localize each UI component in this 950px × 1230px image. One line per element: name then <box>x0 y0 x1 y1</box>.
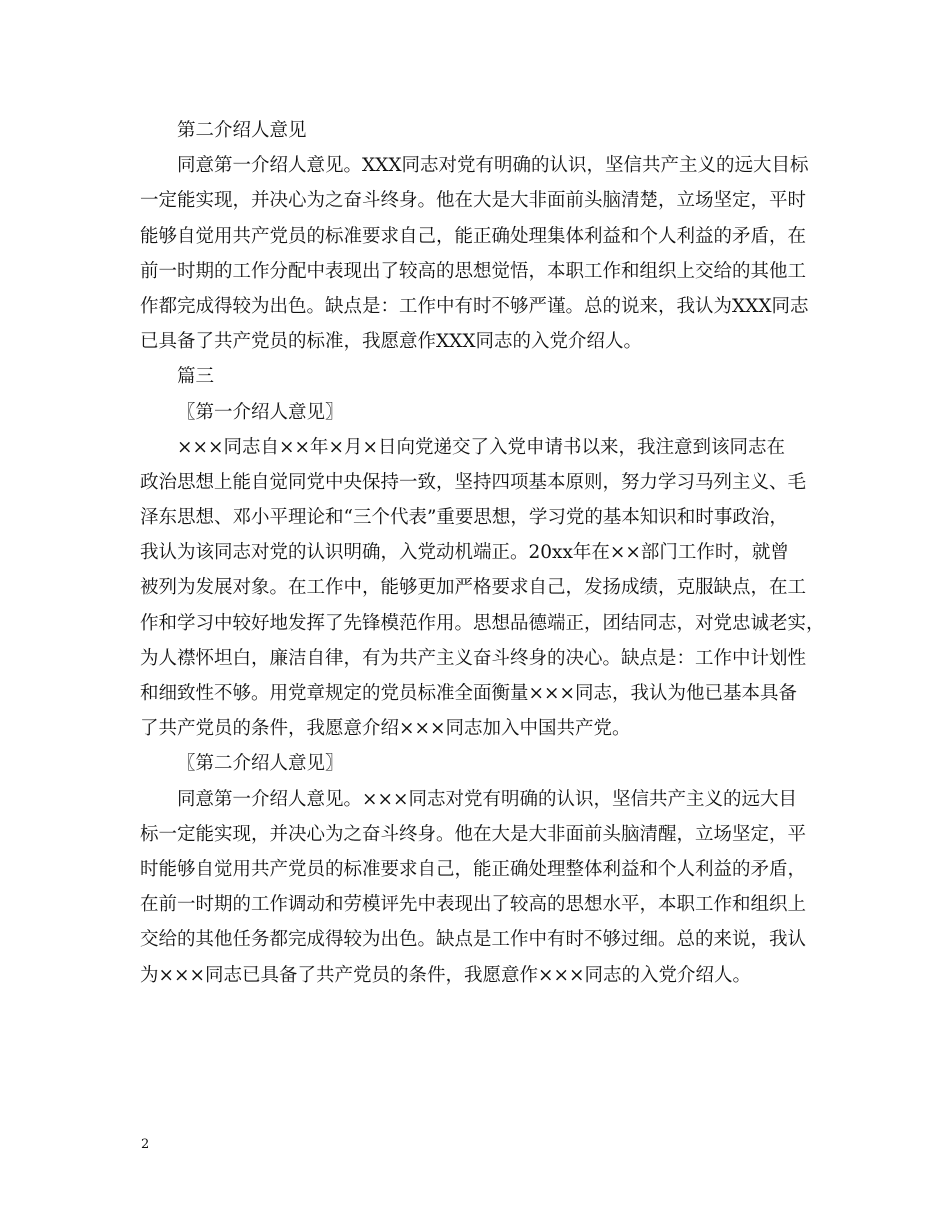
text-line: 交给的其他任务都完成得较为出色。缺点是工作中有时不够过细。总的来说，我认 <box>140 929 807 951</box>
text-line: ×××同志自××年×月×日向党递交了入党申请书以来，我注意到该同志在 <box>177 436 786 458</box>
section-heading: 篇三 <box>177 366 215 388</box>
text-line: 同意第一介绍人意见。×××同志对党有明确的认识，坚信共产主义的远大目 <box>177 788 798 810</box>
text-line: 为人襟怀坦白，廉洁自律，有为共产主义奋斗终身的决心。缺点是：工作中计划性 <box>140 647 807 669</box>
text-line: 被列为发展对象。在工作中，能够更加严格要求自己，发扬成绩，克服缺点，在工 <box>140 577 807 599</box>
text-line: 已具备了共产党员的标准，我愿意作XXX同志的入党介绍人。 <box>140 331 643 353</box>
text-line: 作都完成得较为出色。缺点是：工作中有时不够严谨。总的说来，我认为XXX同志 <box>140 295 809 317</box>
text-line: 时能够自觉用共产党员的标准要求自己，能正确处理整体利益和个人利益的矛盾， <box>140 858 807 880</box>
document-body <box>140 113 830 993</box>
text-line: 同意第一介绍人意见。XXX同志对党有明确的认识，坚信共产主义的远大目标 <box>177 155 809 177</box>
text-line: 前一时期的工作分配中表现出了较高的思想觉悟，本职工作和组织上交给的其他工 <box>140 260 807 282</box>
page-number: 2 <box>141 1137 150 1152</box>
subsection-heading: 〖第一介绍人意见〗 <box>177 401 344 423</box>
text-line: 我认为该同志对党的认识明确，入党动机端正。20xx年在××部门工作时，就曾 <box>140 542 789 564</box>
text-line: 标一定能实现，并决心为之奋斗终身。他在大是大非面前头脑清醒，立场坚定，平 <box>140 823 807 845</box>
text-line: 作和学习中较好地发挥了先锋模范作用。思想品德端正，团结同志，对党忠诚老实， <box>140 612 825 634</box>
subsection-heading: 〖第二介绍人意见〗 <box>177 753 344 775</box>
text-line: 和细致性不够。用党章规定的党员标准全面衡量×××同志，我认为他已基本具备 <box>140 683 798 704</box>
text-line: 能够自觉用共产党员的标准要求自己，能正确处理集体利益和个人利益的矛盾，在 <box>140 225 807 247</box>
text-line: 了共产党员的条件，我愿意介绍×××同志加入中国共产党。 <box>140 718 631 740</box>
text-line: 一定能实现，并决心为之奋斗终身。他在大是大非面前头脑清楚，立场坚定，平时 <box>140 190 807 212</box>
text-line: 在前一时期的工作调动和劳模评先中表现出了较高的思想水平，本职工作和组织上 <box>140 894 807 916</box>
text-line: 第二介绍人意见 <box>177 120 307 141</box>
text-line: 为×××同志已具备了共产党员的条件，我愿意作×××同志的入党介绍人。 <box>140 964 752 986</box>
text-line: 政治思想上能自觉同党中央保持一致，坚持四项基本原则，努力学习马列主义、毛 <box>140 471 807 493</box>
text-line: 泽东思想、邓小平理论和“三个代表”重要思想，学习党的基本知识和时事政治， <box>140 507 788 529</box>
